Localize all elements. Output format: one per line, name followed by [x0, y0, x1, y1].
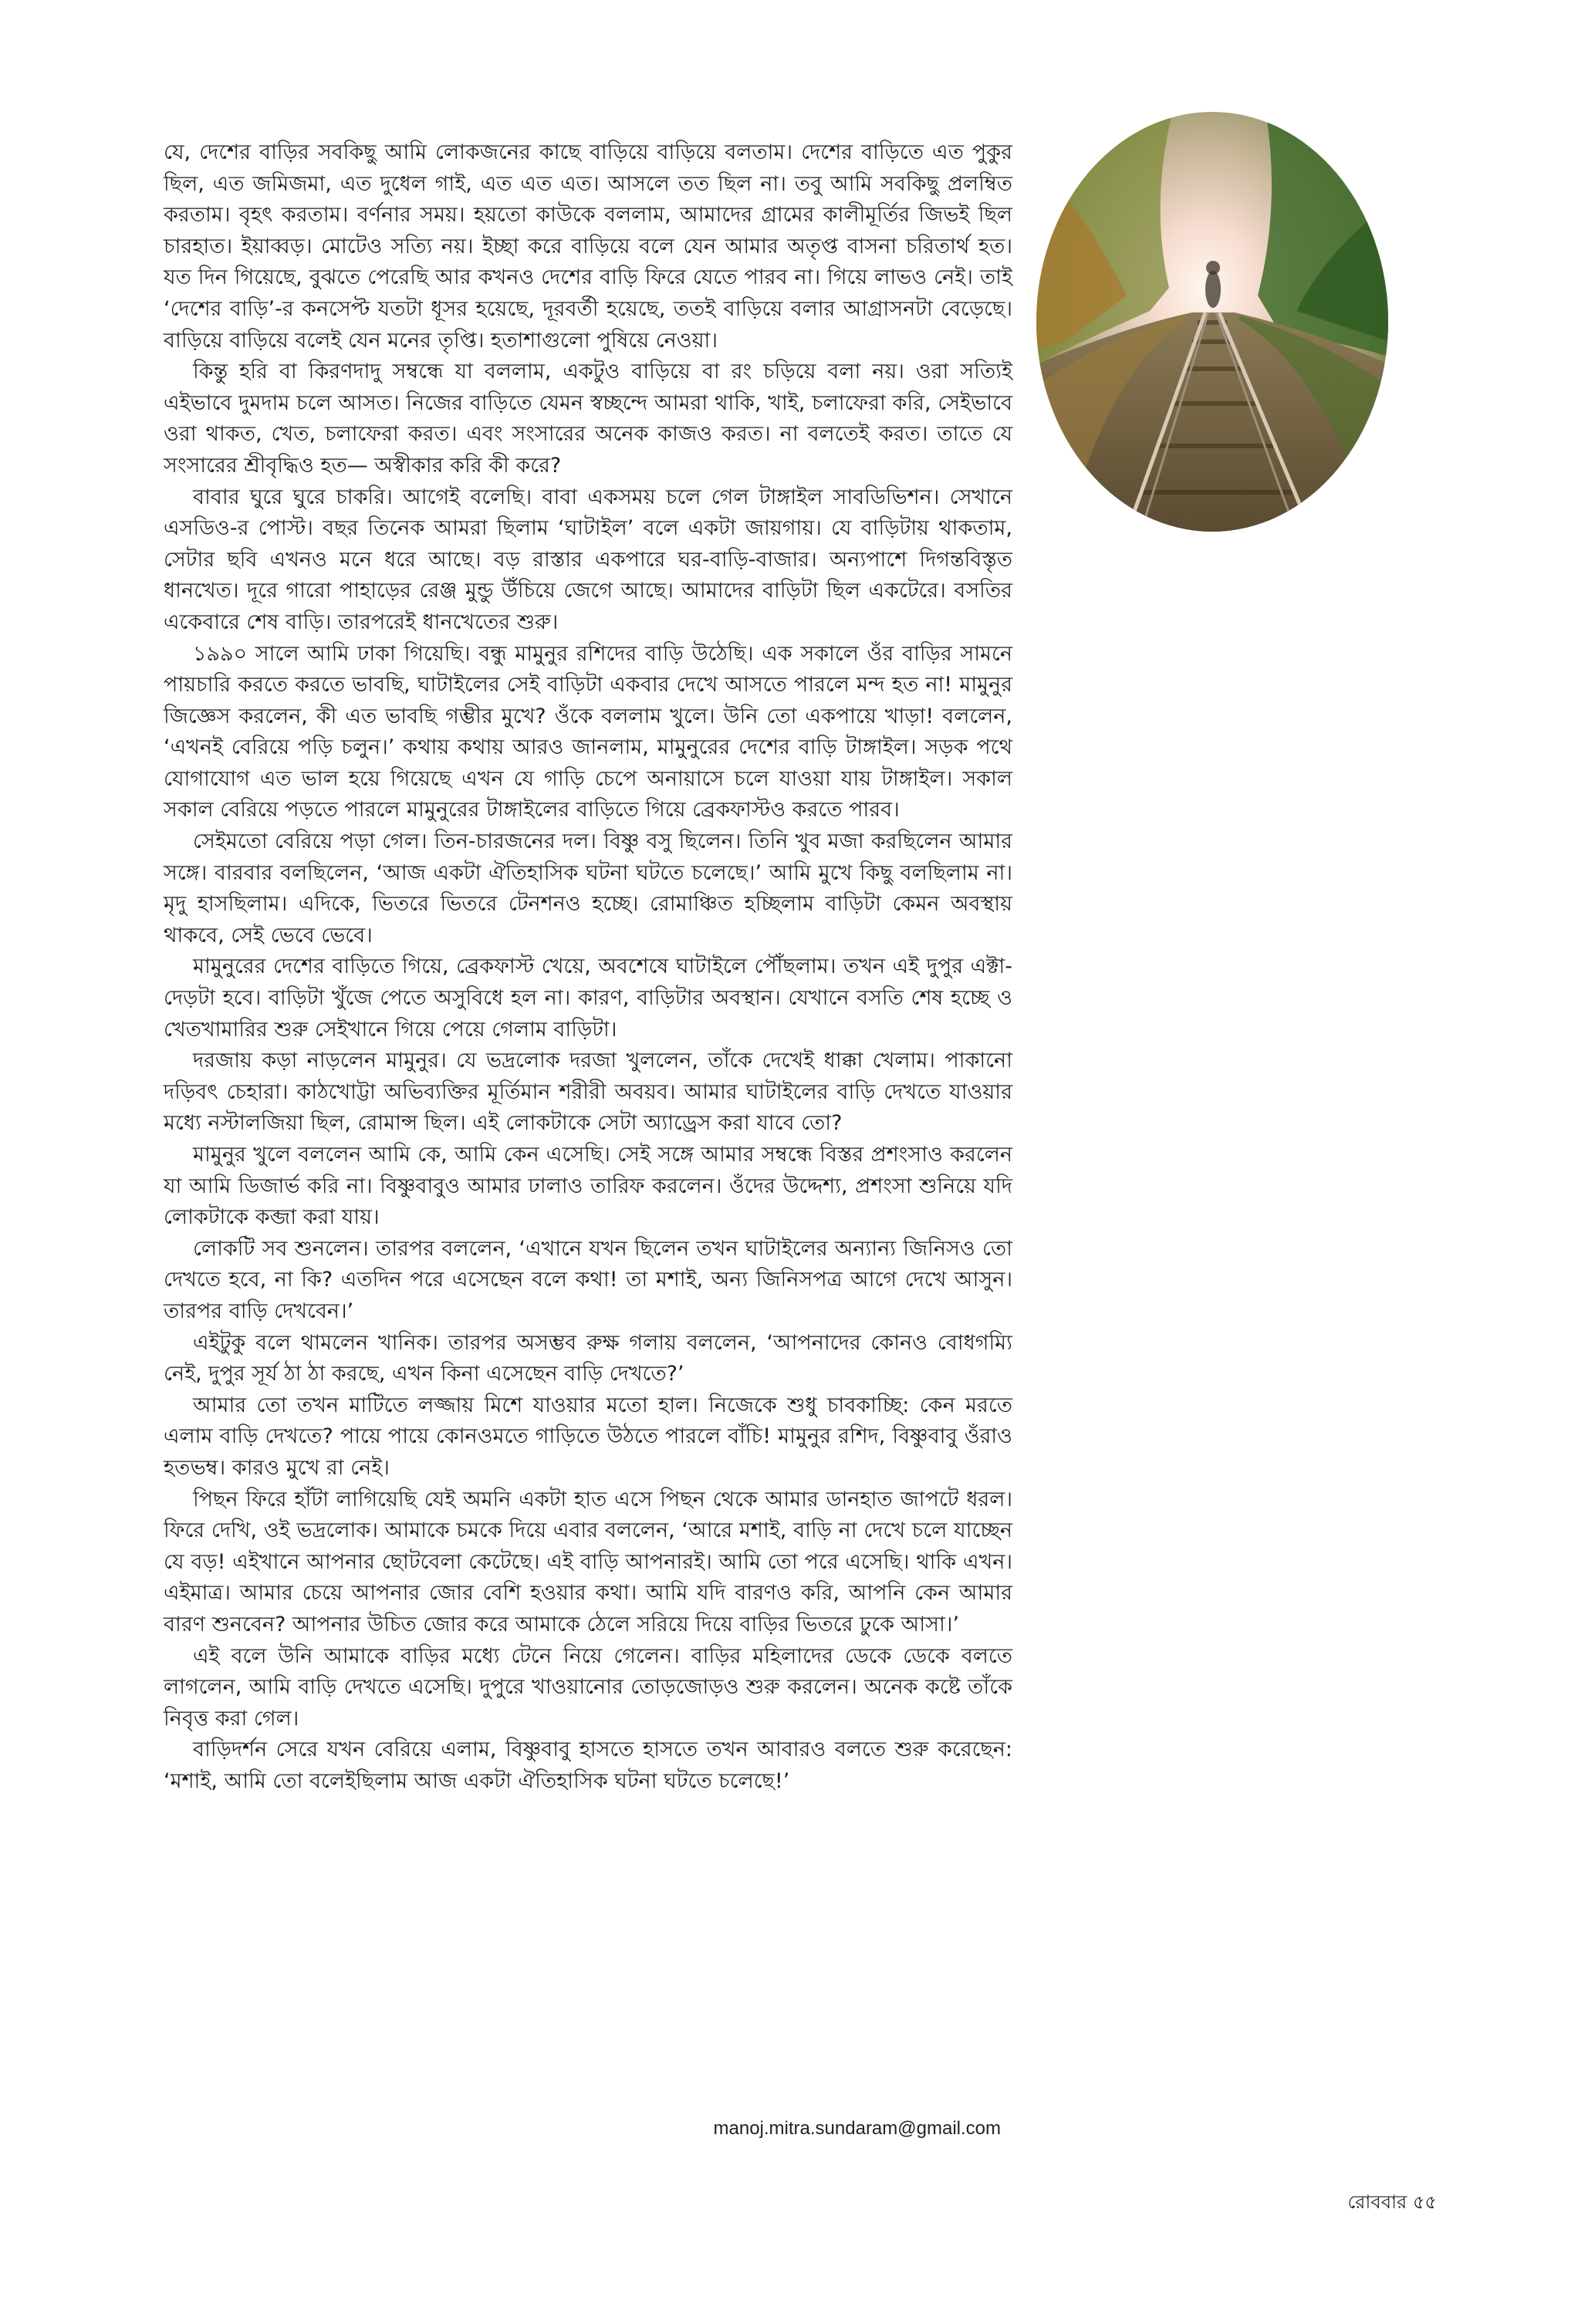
article-paragraph: যে, দেশের বাড়ির সবকিছু আমি লোকজনের কাছে বাড়িয়ে বাড়িয়ে বলতাম। দেশের বাড়িতে এত পুকুর ছিল, এত জমিজমা, এত দুধেল গাই, এত এত এত। আসলে তত ছিল না। তবু আমি সবকিছু প্রলম্বিত করতাম। বৃহৎ করতাম। বর্ণনার সময়। হয়তো কাউকে বললাম, আমাদের গ্রামের কালীমূর্তির জিভই ছিল চারহাত। ইয়াব্বড়। মোটেও সত্যি নয়। ইচ্ছা করে বাড়িয়ে বলে যেন আমার অতৃপ্ত বাসনা চরিতার্থ হত। যত দিন গিয়েছে, বুঝতে পেরেছি আর কখনও দেশের বাড়ি ফিরে যেতে পারব না। গিয়ে লাভও নেই। তাই ‘দেশের বাড়ি’-র কনসেপ্ট যতটা ধূসর হয়েছে, দূরবর্তী হয়েছে, ততই বাড়িয়ে বলার আগ্রাসনটা বেড়েছে। বাড়িয়ে বাড়িয়ে বলেই যেন মনের তৃপ্তি। হতাশাগুলো পুষিয়ে নেওয়া। [164, 140, 1012, 353]
article-paragraph: কিন্তু হরি বা কিরণদাদু সম্বন্ধে যা বললাম, একটুও বাড়িয়ে বা রং চড়িয়ে বলা নয়। ওরা সত্যিই এইভাবে দুমদাম চলে আসত। নিজের বাড়িতে যেমন স্বচ্ছন্দে আমরা থাকি, খাই, চলাফেরা করি, সেইভাবে ওরা থাকত, খেত, চলাফেরা করত। এবং সংসারের অনেক কাজও করত। না বলতেই করত। তাতে যে সংসারের শ্রীবৃদ্ধিও হত— অস্বীকার করি কী করে? [164, 360, 1012, 478]
article-paragraph: বাড়িদর্শন সেরে যখন বেরিয়ে এলাম, বিষ্ণুবাবু হাসতে হাসতে তখন আবারও বলতে শুরু করেছেন: ‘মশাই, আমি তো বলেইছিলাম আজ একটা ঐতিহাসিক ঘটনা ঘটতে চলেছে!’ [164, 1738, 1012, 1793]
article-paragraph: আমার তো তখন মাটিতে লজ্জায় মিশে যাওয়ার মতো হাল। নিজেকে শুধু চাবকাচ্ছি: কেন মরতে এলাম বাড়ি দেখতে? পায়ে পায়ে কোনওমতে গাড়িতে উঠতে পারলে বাঁচি! মামুনুর রশিদ, বিষ্ণুবাবু ওঁরাও হতভম্ব। কারও মুখে রা নেই। [164, 1393, 1012, 1480]
article-paragraph: সেইমতো বেরিয়ে পড়া গেল। তিন-চারজনের দল। বিষ্ণু বসু ছিলেন। তিনি খুব মজা করছিলেন আমার সঙ্গে। বারবার বলছিলেন, ‘আজ একটা ঐতিহাসিক ঘটনা ঘটতে চলেছে।’ আমি মুখে কিছু বলছিলাম না। মৃদু হাসছিলাম। এদিকে, ভিতরে ভিতরে টেনশনও হচ্ছে। রোমাঞ্চিত হচ্ছিলাম বাড়িটা কেমন অবস্থায় থাকবে, সেই ভেবে ভেবে। [164, 829, 1012, 948]
article-paragraph: মামুনুরের দেশের বাড়িতে গিয়ে, ব্রেকফাস্ট খেয়ে, অবশেষে ঘাটাইলে পৌঁছলাম। তখন এই দুপুর এক্টা-দেড়টা হবে। বাড়িটা খুঁজে পেতে অসুবিধে হল না। কারণ, বাড়িটার অবস্থান। যেখানে বসতি শেষ হচ্ছে ও খেতখামারির শুরু সেইখানে গিয়ে পেয়ে গেলাম বাড়িটা। [164, 954, 1012, 1042]
article-paragraph: পিছন ফিরে হাঁটা লাগিয়েছি যেই অমনি একটা হাত এসে পিছন থেকে আমার ডানহাত জাপটে ধরল। ফিরে দেখি, ওই ভদ্রলোক। আমাকে চমকে দিয়ে এবার বললেন, ‘আরে মশাই, বাড়ি না দেখে চলে যাচ্ছেন যে বড়! এইখানে আপনার ছোটবেলা কেটেছে। এই বাড়ি আপনারই। আমি তো পরে এসেছি। থাকি এখন। এইমাত্র। আমার চেয়ে আপনার জোর বেশি হওয়ার কথা। আমি যদি বারণও করি, আপনি কেন আমার বারণ শুনবেন? আপনার উচিত জোর করে আমাকে ঠেলে সরিয়ে দিয়ে বাড়ির ভিতরে ঢুকে আসা।’ [164, 1487, 1012, 1637]
article-paragraph: এই বলে উনি আমাকে বাড়ির মধ্যে টেনে নিয়ে গেলেন। বাড়ির মহিলাদের ডেকে ডেকে বলতে লাগলেন, আমি বাড়ি দেখতে এসেছি। দুপুরে খাওয়ানোর তোড়জোড়ও শুরু করলেন। অনেক কষ্টে তাঁকে নিবৃত্ত করা গেল। [164, 1643, 1012, 1731]
article-paragraph: বাবার ঘুরে ঘুরে চাকরি। আগেই বলেছি। বাবা একসময় চলে গেল টাঙ্গাইল সাবডিভিশন। সেখানে এসডিও-র পোস্ট। বছর তিনেক আমরা ছিলাম ‘ঘাটাইল’ বলে একটা জায়গায়। যে বাড়িটায় থাকতাম, সেটার ছবি এখনও মনে ধরে আছে। বড় রাস্তার একপারে ঘর-বাড়ি-বাজার। অন্যপাশে দিগন্তবিস্তৃত ধানখেত। দূরে গারো পাহাড়ের রেঞ্জ মুন্ডু উঁচিয়ে জেগে আছে। আমাদের বাড়িটা ছিল একটেরে। বসতির একেবারে শেষ বাড়ি। তারপরেই ধানখেতের শুরু। [164, 485, 1012, 634]
article-paragraph: দরজায় কড়া নাড়লেন মামুনুর। যে ভদ্রলোক দরজা খুললেন, তাঁকে দেখেই ধাক্কা খেলাম। পাকানো দড়িবৎ চেহারা। কাঠখোট্টা অভিব্যক্তির মূর্তিমান শরীরী অবয়ব। আমার ঘাটাইলের বাড়ি দেখতে যাওয়ার মধ্যে নস্টালজিয়া ছিল, রোমান্স ছিল। এই লোকটাকে সেটা অ্যাড্রেস করা যাবে তো? [164, 1049, 1012, 1136]
author-email: manoj.mitra.sundaram@gmail.com [713, 2118, 1001, 2139]
article-paragraph: মামুনুর খুলে বললেন আমি কে, আমি কেন এসেছি। সেই সঙ্গে আমার সম্বন্ধে বিস্তর প্রশংসাও করলেন যা আমি ডিজার্ভ করি না। বিষ্ণুবাবুও আমার ঢালাও তারিফ করলেন। ওঁদের উদ্দেশ্য, প্রশংসা শুনিয়ে যদি লোকটাকে কব্জা করা যায়। [164, 1143, 1012, 1230]
article-paragraph: লোকটি সব শুনলেন। তারপর বললেন, ‘এখানে যখন ছিলেন তখন ঘাটাইলের অন্যান্য জিনিসও তো দেখতে হবে, না কি? এতদিন পরে এসেছেন বলে কথা! তা মশাই, অন্য জিনিসপত্র আগে দেখে আসুন। তারপর বাড়ি দেখবেন।’ [164, 1236, 1012, 1323]
railway-track-photo [1034, 110, 1391, 533]
article-paragraph: এইটুকু বলে থামলেন খানিক। তারপর অসম্ভব রুক্ষ গলায় বললেন, ‘আপনাদের কোনও বোধগম্যি নেই, দুপুর সূর্য ঠা ঠা করছে, এখন কিনা এসেছেন বাড়ি দেখতে?’ [164, 1330, 1012, 1387]
page-folio: রোববার ৫৫ [1347, 2191, 1437, 2213]
article-body [164, 137, 1012, 1797]
article-paragraph: ১৯৯০ সালে আমি ঢাকা গিয়েছি। বন্ধু মামুনুর রশিদের বাড়ি উঠেছি। এক সকালে ওঁর বাড়ির সামনে পায়চারি করতে করতে ভাবছি, ঘাটাইলের সেই বাড়িটা একবার দেখে আসতে পারলে মন্দ হত না! মামুনুর জিজ্ঞেস করলেন, কী এত ভাবছি গম্ভীর মুখে? ওঁকে বললাম খুলে। উনি তো একপায়ে খাড়া! বললেন, ‘এখনই বেরিয়ে পড়ি চলুন।’ কথায় কথায় আরও জানলাম, মামুনুরের দেশের বাড়ি টাঙ্গাইল। সড়ক পথে যোগাযোগ এত ভাল হয়ে গিয়েছে এখন যে গাড়ি চেপে অনায়াসে চলে যাওয়া যায় টাঙ্গাইল। সকাল সকাল বেরিয়ে পড়তে পারলে মামুনুরের টাঙ্গাইলের বাড়িতে গিয়ে ব্রেকফাস্টও করতে পারব। [164, 641, 1012, 823]
